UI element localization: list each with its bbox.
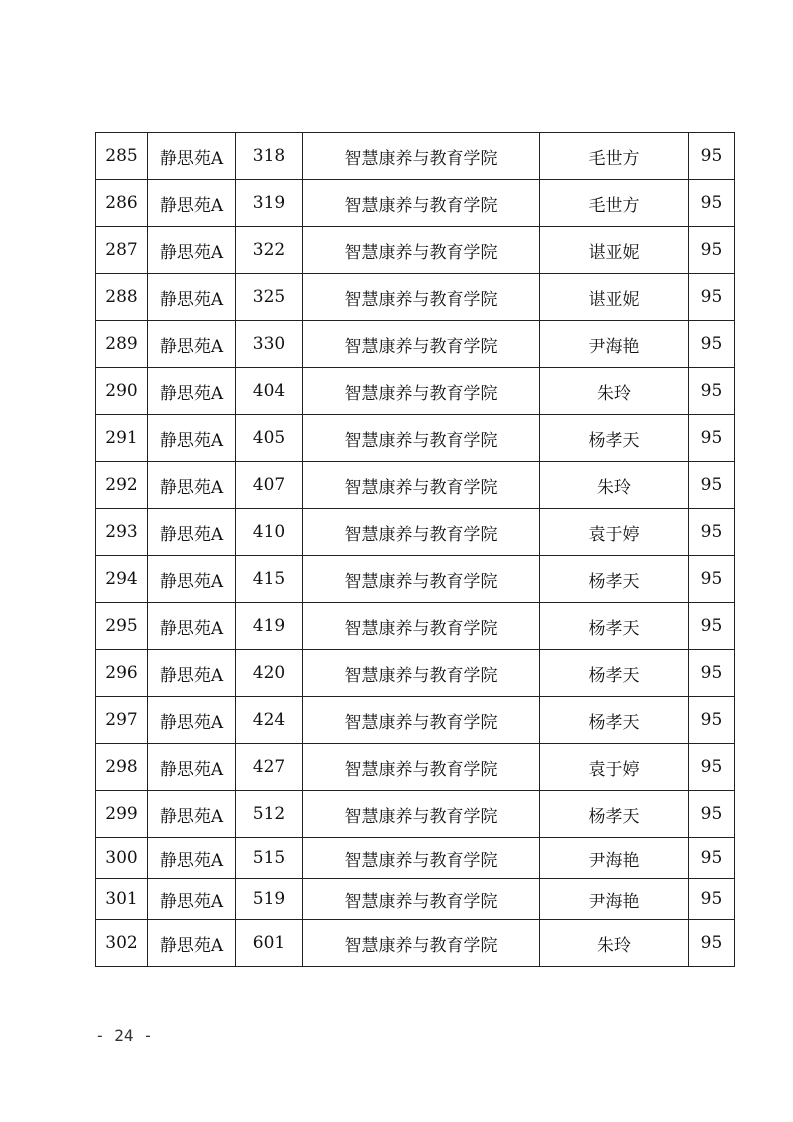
score-cell: 95 [689, 920, 735, 967]
page-number: - 24 - [95, 1026, 153, 1045]
row-index-cell: 291 [96, 415, 148, 462]
manager-cell: 毛世方 [540, 133, 689, 180]
room-number-cell: 424 [236, 697, 303, 744]
row-index-cell: 285 [96, 133, 148, 180]
score-cell: 95 [689, 650, 735, 697]
table-row [96, 227, 735, 274]
room-number-cell: 427 [236, 744, 303, 791]
row-index-cell: 301 [96, 879, 148, 920]
building-cell: 静思苑A [148, 274, 236, 321]
score-cell: 95 [689, 791, 735, 838]
building-cell: 静思苑A [148, 744, 236, 791]
manager-cell: 朱玲 [540, 462, 689, 509]
row-index-cell: 289 [96, 321, 148, 368]
score-cell: 95 [689, 274, 735, 321]
college-cell: 智慧康养与教育学院 [303, 879, 540, 920]
room-number-cell: 420 [236, 650, 303, 697]
manager-cell: 朱玲 [540, 368, 689, 415]
row-index-cell: 302 [96, 920, 148, 967]
row-index-cell: 292 [96, 462, 148, 509]
room-number-cell: 330 [236, 321, 303, 368]
building-cell: 静思苑A [148, 509, 236, 556]
room-number-cell: 318 [236, 133, 303, 180]
manager-cell: 袁于婷 [540, 744, 689, 791]
row-index-cell: 296 [96, 650, 148, 697]
score-cell: 95 [689, 879, 735, 920]
college-cell: 智慧康养与教育学院 [303, 920, 540, 967]
table-row [96, 180, 735, 227]
college-cell: 智慧康养与教育学院 [303, 697, 540, 744]
row-index-cell: 287 [96, 227, 148, 274]
manager-cell: 杨孝天 [540, 415, 689, 462]
manager-cell: 杨孝天 [540, 556, 689, 603]
manager-cell: 尹海艳 [540, 838, 689, 879]
building-cell: 静思苑A [148, 321, 236, 368]
table-row [96, 744, 735, 791]
row-index-cell: 298 [96, 744, 148, 791]
row-index-cell: 286 [96, 180, 148, 227]
room-number-cell: 519 [236, 879, 303, 920]
table-row [96, 133, 735, 180]
building-cell: 静思苑A [148, 227, 236, 274]
row-index-cell: 297 [96, 697, 148, 744]
building-cell: 静思苑A [148, 920, 236, 967]
table-row [96, 650, 735, 697]
row-index-cell: 288 [96, 274, 148, 321]
room-number-cell: 404 [236, 368, 303, 415]
building-cell: 静思苑A [148, 603, 236, 650]
room-number-cell: 405 [236, 415, 303, 462]
row-index-cell: 295 [96, 603, 148, 650]
score-cell: 95 [689, 697, 735, 744]
college-cell: 智慧康养与教育学院 [303, 838, 540, 879]
college-cell: 智慧康养与教育学院 [303, 368, 540, 415]
building-cell: 静思苑A [148, 180, 236, 227]
building-cell: 静思苑A [148, 415, 236, 462]
manager-cell: 杨孝天 [540, 650, 689, 697]
table-row [96, 274, 735, 321]
room-number-cell: 322 [236, 227, 303, 274]
college-cell: 智慧康养与教育学院 [303, 791, 540, 838]
score-cell: 95 [689, 133, 735, 180]
manager-cell: 毛世方 [540, 180, 689, 227]
table-row [96, 920, 735, 967]
college-cell: 智慧康养与教育学院 [303, 556, 540, 603]
college-cell: 智慧康养与教育学院 [303, 509, 540, 556]
table-row [96, 321, 735, 368]
score-cell: 95 [689, 321, 735, 368]
manager-cell: 杨孝天 [540, 791, 689, 838]
table-row [96, 556, 735, 603]
manager-cell: 袁于婷 [540, 509, 689, 556]
college-cell: 智慧康养与教育学院 [303, 133, 540, 180]
building-cell: 静思苑A [148, 650, 236, 697]
room-number-cell: 512 [236, 791, 303, 838]
score-cell: 95 [689, 180, 735, 227]
score-cell: 95 [689, 462, 735, 509]
row-index-cell: 290 [96, 368, 148, 415]
room-number-cell: 515 [236, 838, 303, 879]
row-index-cell: 299 [96, 791, 148, 838]
room-number-cell: 410 [236, 509, 303, 556]
score-cell: 95 [689, 603, 735, 650]
college-cell: 智慧康养与教育学院 [303, 274, 540, 321]
building-cell: 静思苑A [148, 697, 236, 744]
college-cell: 智慧康养与教育学院 [303, 415, 540, 462]
building-cell: 静思苑A [148, 133, 236, 180]
room-number-cell: 415 [236, 556, 303, 603]
score-cell: 95 [689, 368, 735, 415]
table-row [96, 368, 735, 415]
row-index-cell: 293 [96, 509, 148, 556]
manager-cell: 尹海艳 [540, 879, 689, 920]
manager-cell: 朱玲 [540, 920, 689, 967]
row-index-cell: 294 [96, 556, 148, 603]
building-cell: 静思苑A [148, 368, 236, 415]
manager-cell: 尹海艳 [540, 321, 689, 368]
table-row [96, 462, 735, 509]
table-row [96, 879, 735, 920]
table-row [96, 838, 735, 879]
building-cell: 静思苑A [148, 879, 236, 920]
table-body [96, 133, 735, 967]
building-cell: 静思苑A [148, 838, 236, 879]
room-number-cell: 419 [236, 603, 303, 650]
manager-cell: 杨孝天 [540, 697, 689, 744]
college-cell: 智慧康养与教育学院 [303, 180, 540, 227]
score-cell: 95 [689, 556, 735, 603]
table-row [96, 697, 735, 744]
table-row [96, 509, 735, 556]
building-cell: 静思苑A [148, 791, 236, 838]
manager-cell: 谌亚妮 [540, 274, 689, 321]
college-cell: 智慧康养与教育学院 [303, 744, 540, 791]
room-number-cell: 601 [236, 920, 303, 967]
building-cell: 静思苑A [148, 462, 236, 509]
manager-cell: 杨孝天 [540, 603, 689, 650]
college-cell: 智慧康养与教育学院 [303, 462, 540, 509]
manager-cell: 谌亚妮 [540, 227, 689, 274]
row-index-cell: 300 [96, 838, 148, 879]
dormitory-score-table [95, 132, 735, 967]
score-cell: 95 [689, 227, 735, 274]
score-cell: 95 [689, 509, 735, 556]
score-cell: 95 [689, 838, 735, 879]
table-row [96, 603, 735, 650]
table-row [96, 415, 735, 462]
college-cell: 智慧康养与教育学院 [303, 321, 540, 368]
college-cell: 智慧康养与教育学院 [303, 227, 540, 274]
college-cell: 智慧康养与教育学院 [303, 650, 540, 697]
building-cell: 静思苑A [148, 556, 236, 603]
room-number-cell: 319 [236, 180, 303, 227]
room-number-cell: 407 [236, 462, 303, 509]
table-row [96, 791, 735, 838]
room-number-cell: 325 [236, 274, 303, 321]
score-cell: 95 [689, 415, 735, 462]
college-cell: 智慧康养与教育学院 [303, 603, 540, 650]
score-cell: 95 [689, 744, 735, 791]
